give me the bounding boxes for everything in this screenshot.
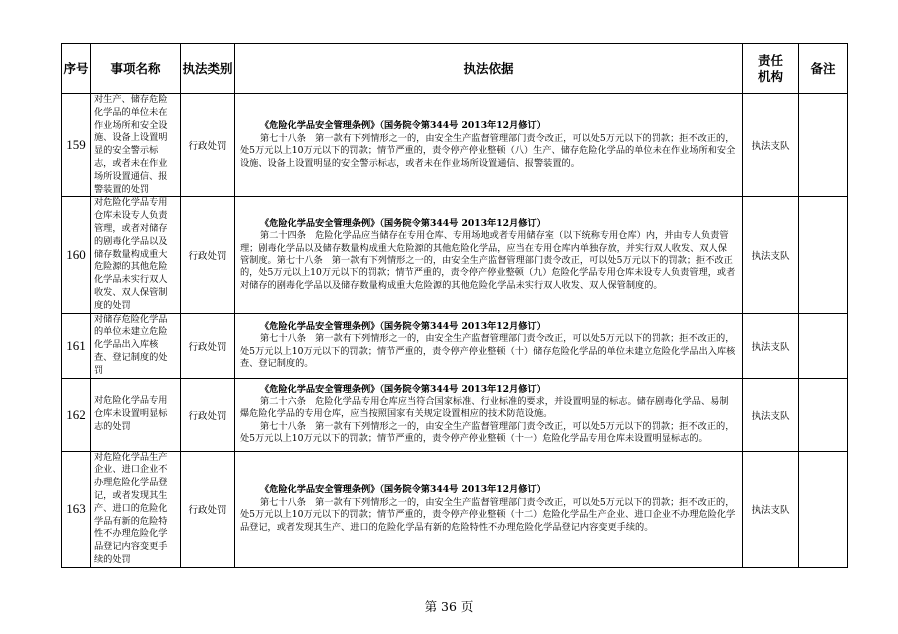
row-remark: [799, 451, 848, 567]
law-enforcement-table: [61, 43, 848, 568]
header-category: 执法类别: [181, 44, 235, 94]
row-remark: [799, 94, 848, 197]
row-category: 行政处罚: [181, 94, 235, 197]
table-header-row: [62, 44, 848, 94]
law-title: 《危险化学品安全管理条例》（国务院令第344号 2013年12月修订）: [260, 383, 546, 395]
header-basis: 执法依据: [235, 44, 743, 94]
row-basis: [235, 451, 743, 567]
row-responsible-org: 执法支队: [743, 313, 799, 378]
row-seq: 160: [62, 197, 91, 313]
law-title: 《危险化学品安全管理条例》（国务院令第344号 2013年12月修订）: [260, 484, 546, 496]
header-org-line2: 机构: [757, 68, 783, 84]
table-row: [62, 378, 848, 451]
row-responsible-org: 执法支队: [743, 94, 799, 197]
row-category: 行政处罚: [181, 451, 235, 567]
table-row: [62, 451, 848, 567]
row-basis: [235, 313, 743, 378]
header-remark: 备注: [799, 44, 848, 94]
law-article-text: 第七十八条 第一款有下列情形之一的，由安全生产监督管理部门责令改正，可以处5万元以下的罚款；拒不改正的，处5万元以上10万元以下的罚款；情节严重的，责令停产停业整顿（十）储存危险化学品的单位未建立危险化学品出入库核查、登记制度的。: [240, 333, 736, 369]
row-seq: 162: [62, 378, 91, 451]
row-item-name: 对生产、储存危险化学品的单位未在作业场所和安全设施、设备上设置明显的安全警示标志，或者未在作业场所设置通信、报警装置的处罚: [91, 94, 181, 197]
row-seq: 161: [62, 313, 91, 378]
table-row: [62, 313, 848, 378]
row-basis: [235, 94, 743, 197]
law-title: 《危险化学品安全管理条例》（国务院令第344号 2013年12月修订）: [260, 320, 546, 332]
row-responsible-org: 执法支队: [743, 197, 799, 313]
law-title: 《危险化学品安全管理条例》（国务院令第344号 2013年12月修订）: [260, 217, 546, 229]
row-basis: [235, 378, 743, 451]
law-title: 《危险化学品安全管理条例》（国务院令第344号 2013年12月修订）: [260, 120, 546, 132]
row-basis: [235, 197, 743, 313]
row-item-name: 对危险化学品专用仓库未设置明显标志的处罚: [91, 378, 181, 451]
row-remark: [799, 313, 848, 378]
row-seq: 159: [62, 94, 91, 197]
row-remark: [799, 378, 848, 451]
row-responsible-org: 执法支队: [743, 378, 799, 451]
table-row: [62, 94, 848, 197]
law-article-text: 第七十八条 第一款有下列情形之一的，由安全生产监督管理部门责令改正，可以处5万元以下的罚款；拒不改正的，处5万元以上10万元以下的罚款；情节严重的，责令停产停业整顿（八）生产、储存危险化学品的单位未在作业场所和安全设施、设备上设置明显的安全警示标志，或者未在作业场所设置通信、报警装置的。: [240, 132, 736, 169]
law-enforcement-table-sheet: [61, 43, 847, 568]
page-number: 第 36 页: [424, 599, 474, 614]
row-item-name: 对危险化学品生产企业、进口企业不办理危险化学品登记，或者发现其生产、进口的危险化学品有新的危险特性不办理危险化学品登记内容变更手续的处罚: [91, 451, 181, 567]
header-name: 事项名称: [91, 44, 181, 94]
law-article-text: 第七十八条 第一款有下列情形之一的，由安全生产监督管理部门责令改正，可以处5万元以下的罚款；拒不改正的，处5万元以上10万元以下的罚款；情节严重的，责令停产停业整顿（十二）危险化学品生产企业、进口企业不办理危险化学品登记，或者发现其生产、进口的危险化学品有新的危险特性不办理危险化学品登记内容变更手续的。: [240, 496, 736, 533]
law-article-text: 第二十四条 危险化学品应当储存在专用仓库、专用场地或者专用储存室（以下统称专用仓库）内，并由专人负责管理；剧毒化学品以及储存数量构成重大危险源的其他危险化学品，应当在专用仓库内单独存放，并实行双人收发、双人保管制度。第七十八条 第一款有下列情形之一的，由安全生产监督管理部门责令改正，可以处5万元以下的罚款；拒不改正的，处5万元以上10万元以下的罚款；情节严重的，责令停产停业整顿（九）危险化学品专用仓库未设专人负责管理，或者对储存的剧毒化学品以及储存数量构成重大危险源的其他危险化学品未实行双人收发、双人保管制度的。: [240, 230, 736, 291]
table-row: [62, 197, 848, 313]
law-article-text: 第七十八条 第一款有下列情形之一的，由安全生产监督管理部门责令改正，可以处5万元以下的罚款；拒不改正的，处5万元以上10万元以下的罚款；情节严重的，责令停产停业整顿（十一）危险化学品专用仓库未设置明显标志的。: [240, 420, 735, 445]
header-seq: 序号: [62, 44, 91, 94]
header-org-line1: 责任: [757, 52, 783, 68]
header-org: [743, 44, 799, 94]
row-item-name: 对危险化学品专用仓库未设专人负责管理，或者对储存的剧毒化学品以及储存数量构成重大危险源的其他危险化学品未实行双人收发、双人保管制度的处罚: [91, 197, 181, 313]
row-item-name: 对储存危险化学品的单位未建立危险化学品出入库核查、登记制度的处罚: [91, 313, 181, 378]
row-remark: [799, 197, 848, 313]
law-article-text: 第二十六条 危险化学品专用仓库应当符合国家标准、行业标准的要求，并设置明显的标志。储存剧毒化学品、易制爆危险化学品的专用仓库，应当按照国家有关规定设置相应的技术防范设施。: [240, 395, 729, 420]
row-seq: 163: [62, 451, 91, 567]
row-category: 行政处罚: [181, 378, 235, 451]
row-category: 行政处罚: [181, 313, 235, 378]
row-responsible-org: 执法支队: [743, 451, 799, 567]
row-category: 行政处罚: [181, 197, 235, 313]
